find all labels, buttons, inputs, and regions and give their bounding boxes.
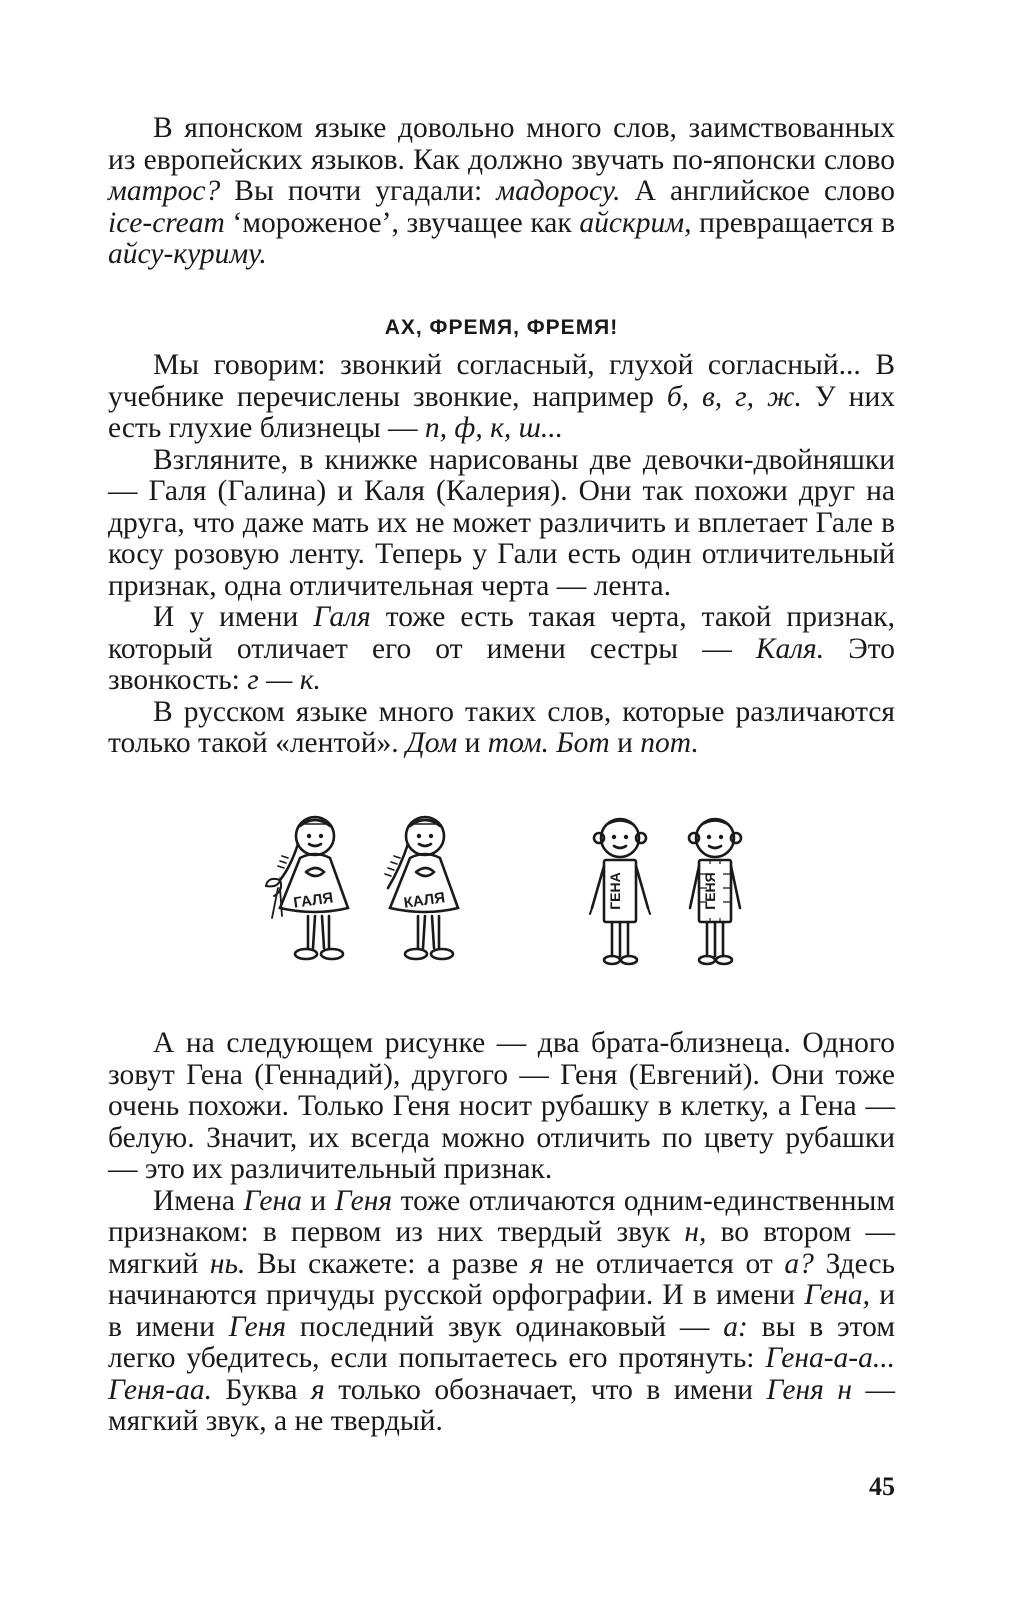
italic-run: б, в, г, ж. <box>666 380 802 413</box>
text-run: тоже отличаются одним-единственным признаком: в первом из них твердый звук <box>108 1184 895 1248</box>
italic-run: я <box>311 1373 325 1406</box>
italic-run: ice-cream <box>108 206 225 239</box>
section-heading: АХ, ФРЕМЯ, ФРЕМЯ! <box>384 316 619 339</box>
text-run: — мягкий звук, а не твердый. <box>108 1373 896 1437</box>
italic-run: н, <box>684 1216 707 1248</box>
girl-kalya-figure <box>385 817 458 959</box>
twins-illustration <box>250 808 750 978</box>
text-run: А на следующем рисунке — два брата-близнеца. Одного зовут Гена (Геннадий), другого — Геня (Евгений). Они тоже очень похожи. Только Геня носит рубашку в клетку, а Гена — белую. Значит, их всегда можно отличить по цвету рубашки — это их различительный признак. <box>108 1027 895 1185</box>
italic-run: Гена-а-а... Геня-аа. <box>108 1342 895 1406</box>
italic-run: нь. <box>209 1247 246 1280</box>
text-run: только обозначает, что в имени <box>324 1373 767 1406</box>
text-run: В японском языке довольно много слов, заимствованных из европейских языков. Как должно звучать по-японски слово <box>108 112 895 176</box>
text-run: Буква <box>212 1373 311 1406</box>
text-run: В русском языке много таких слов, которые различаются только такой «лентой». <box>108 695 895 759</box>
boy-gena-label: ГЕНА <box>607 872 623 910</box>
section2-text <box>108 1028 895 1438</box>
italic-run: Дом <box>405 727 458 759</box>
text-run: вы в этом легко убедитесь, если попытаетесь его протянуть: <box>108 1310 896 1374</box>
text-run: Взгляните, в книжке нарисованы две девочки-двойняшки — Галя (Галина) и Каля (Калерия). Они так похожи друг на друга, что даже мать их не может различить и вплетает Гале в косу розовую ленту. Теперь у Гали есть один отличительный признак, одна отличительная черта — лента. <box>108 443 895 602</box>
text-run: последний звук одинаковый — <box>286 1310 724 1343</box>
girl-galya-figure <box>266 817 348 959</box>
text-run: Это звонкость: <box>108 632 896 696</box>
text-run: У них есть глухие близнецы — <box>108 380 895 444</box>
italic-run: айсу-куриму. <box>108 238 267 270</box>
text-run: и <box>301 1184 335 1217</box>
italic-run: Гена <box>243 1184 302 1217</box>
italic-run: г — к. <box>247 664 321 696</box>
italic-run: Геня н <box>766 1373 852 1406</box>
italic-run: а: <box>723 1310 748 1343</box>
paragraph <box>108 1028 895 1186</box>
text-run: не отличается от <box>543 1247 785 1280</box>
text-run: во втором — мягкий <box>108 1216 895 1280</box>
text-run: и <box>457 727 488 759</box>
paragraph <box>108 602 895 697</box>
italic-run: айскрим, <box>579 206 692 239</box>
italic-run: матрос? <box>108 175 221 207</box>
italic-run: Бот <box>556 727 610 759</box>
paragraph <box>108 445 895 603</box>
section1-text <box>108 350 895 760</box>
italic-run: мадоросу. <box>496 175 621 207</box>
paragraph <box>108 113 895 271</box>
italic-run: том. <box>487 727 549 759</box>
italic-run: Галя <box>313 601 371 633</box>
italic-run: а? <box>784 1247 814 1280</box>
girl-kalya-label: КАЛЯ <box>402 889 447 912</box>
text-run: Мы говорим: звонкий согласный, глухой согласный... В учебнике перечислены звонкие, например <box>108 349 895 413</box>
text-run: и <box>609 727 641 759</box>
text-run: Имена <box>153 1184 244 1217</box>
text-run: и в имени <box>108 1279 895 1343</box>
text-run: Вы почти угадали: <box>220 175 497 207</box>
paragraph <box>108 697 895 760</box>
text-run: тоже есть такая черта, такой признак, который отличает его от имени сестры — <box>108 601 895 665</box>
text-run: Здесь начинаются причуды русской орфографии. И в имени <box>108 1247 895 1311</box>
italic-run: пот. <box>640 727 699 759</box>
page-number: 45 <box>869 1472 895 1501</box>
text-run: И у имени <box>153 601 314 633</box>
text-run: ‘мороженое’, звучащее как <box>224 206 580 239</box>
paragraph <box>108 350 895 445</box>
italic-run: Геня <box>228 1310 287 1343</box>
italic-run: Каля. <box>755 632 825 665</box>
boy-genya-label: ГЕНЯ <box>702 872 718 910</box>
italic-run: я <box>529 1247 544 1280</box>
text-run: превращается в <box>691 206 895 239</box>
text-run: А английское слово <box>620 175 895 207</box>
italic-run: Геня <box>334 1184 393 1217</box>
italic-run: Гена, <box>804 1279 871 1311</box>
text-run: Вы скажете: а разве <box>245 1247 530 1280</box>
italic-run: п, ф, к, ш... <box>424 412 564 444</box>
girl-galya-label: ГАЛЯ <box>292 889 335 912</box>
paragraph <box>108 1186 895 1438</box>
intro-text <box>108 113 895 271</box>
